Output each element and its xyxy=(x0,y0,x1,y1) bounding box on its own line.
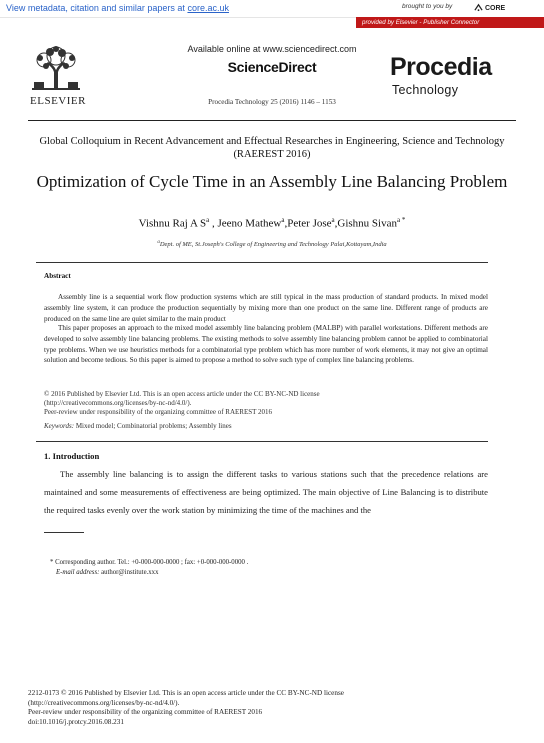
introduction-paragraph: The assembly line balancing is to assign the different tasks to various stations such that the precedence relations are maintained and some measurements of effectiveness are being optimized. The main objective of Line Balancing is to distribute the required tasks evenly over the work station by minimizing the time of the machines and the xyxy=(44,469,488,515)
paper-title: Optimization of Cycle Time in an Assembly Line Balancing Problem xyxy=(36,172,508,191)
elsevier-tree-logo xyxy=(28,44,84,92)
author-affiliation-mark: a * xyxy=(396,216,406,224)
core-url-link[interactable]: core.ac.uk xyxy=(187,3,229,13)
author-affiliation-mark: a xyxy=(206,216,210,224)
journal-reference: Procedia Technology 25 (2016) 1146 – 1153 xyxy=(208,98,336,106)
elsevier-wordmark: ELSEVIER xyxy=(30,95,86,107)
abstract-bottom-rule xyxy=(36,441,488,442)
bottom-license-block xyxy=(28,689,528,727)
brought-by-text: brought to you by xyxy=(402,3,453,10)
provided-by-text[interactable]: provided by Elsevier - Publisher Connector xyxy=(362,18,480,26)
section-heading: 1. Introduction xyxy=(44,451,100,461)
keywords-label: Keywords: xyxy=(44,422,75,430)
abstract-paragraph: This paper proposes an approach to the mixed model assembly line balancing problem (MALBP) with parallel workstations. Different methods are developed to solve assembly line balancing problems. The existing methods to solve assembly line balancing problem cannot be applied to combinatorial type problems. When we use heuristics methods for a combinatorial type problem which has more number of work elements, it may not give an optimal solution and become tedious. So this paper is aimed to propose a method to solve such type of complex line balancing problems. xyxy=(44,324,488,365)
procedia-logo-subtitle: Technology xyxy=(392,83,459,97)
conference-name: Global Colloquium in Recent Advancement and Effectual Researches in Engineering, Science and Technology (RAEREST 2016) xyxy=(39,136,505,160)
abstract-peer-review: Peer-review under responsibility of the organizing committee of RAEREST 2016 xyxy=(44,408,273,416)
core-logo-label: CORE xyxy=(485,5,506,12)
keywords xyxy=(44,422,232,430)
email-footnote xyxy=(56,569,158,576)
affiliation-text: Dept. of ME, St.Joseph's College of Engineering and Technology Palai,Kottayam,India xyxy=(159,241,387,249)
corresponding-author-footnote: * Corresponding author. Tel.: +0-000-000-0000 ; fax: +0-000-000-0000 . xyxy=(50,559,249,566)
email-label: E-mail address: xyxy=(56,569,100,576)
author-name: Vishnu Raj A S xyxy=(138,217,207,230)
abstract-top-rule xyxy=(36,262,488,263)
author-name: Peter Jose xyxy=(287,217,332,230)
author-name: Gishnu Sivan xyxy=(337,217,397,230)
core-logo[interactable] xyxy=(474,3,505,12)
header-divider xyxy=(28,120,516,121)
affiliation-mark: a xyxy=(157,240,160,245)
core-metadata-link[interactable] xyxy=(6,3,229,13)
core-logo-icon xyxy=(474,3,483,12)
author-affiliation-mark: a xyxy=(331,216,335,224)
available-online-text: Available online at www.sciencedirect.com xyxy=(187,44,357,54)
abstract-heading: Abstract xyxy=(44,272,71,280)
sciencedirect-logo: ScienceDirect xyxy=(227,59,317,75)
abstract-paragraph: Assembly line is a sequential work flow production systems which are still typical in the mass production of standard products. In mixed model assembly line system, it can produce the production sequentially by mixing more than one product on the same line. Different range of products are produced on the same line are quiet similar to the main product xyxy=(44,293,488,323)
author-list: Vishnu Raj A $S^a$ , Jeeno Mathew$^a$,Peter Jose$^a$,Gishnu Sivan$^{a *}$ xyxy=(138,216,406,230)
author-name: Jeeno Mathew xyxy=(217,217,282,230)
abstract-license-url[interactable]: (http://creativecommons.org/licenses/by-nc-nd/4.0/). xyxy=(44,399,192,407)
email-address[interactable]: author@institute.xxx xyxy=(101,569,159,576)
keywords-list: Mixed model; Combinatorial problems; Assembly lines xyxy=(75,422,232,430)
doi-line[interactable]: doi:10.1016/j.protcy.2016.08.231 xyxy=(28,717,124,726)
affiliation xyxy=(36,240,508,248)
peer-review-line: Peer-review under responsibility of the organizing committee of RAEREST 2016 xyxy=(28,708,263,716)
procedia-logo-title: Procedia xyxy=(390,53,492,81)
abstract-license-line: © 2016 Published by Elsevier Ltd. This is an open access article under the CC BY-NC-ND license xyxy=(44,390,320,398)
footnote-rule xyxy=(44,532,84,533)
core-metadata-label: View metadata, citation and similar papers at xyxy=(6,3,185,13)
license-url[interactable]: (http://creativecommons.org/licenses/by-nc-nd/4.0/). xyxy=(28,698,180,707)
issn-license-line: 2212-0173 © 2016 Published by Elsevier Ltd. This is an open access article under the CC BY-NC-ND license xyxy=(28,689,344,697)
author-affiliation-mark: a xyxy=(281,216,285,224)
